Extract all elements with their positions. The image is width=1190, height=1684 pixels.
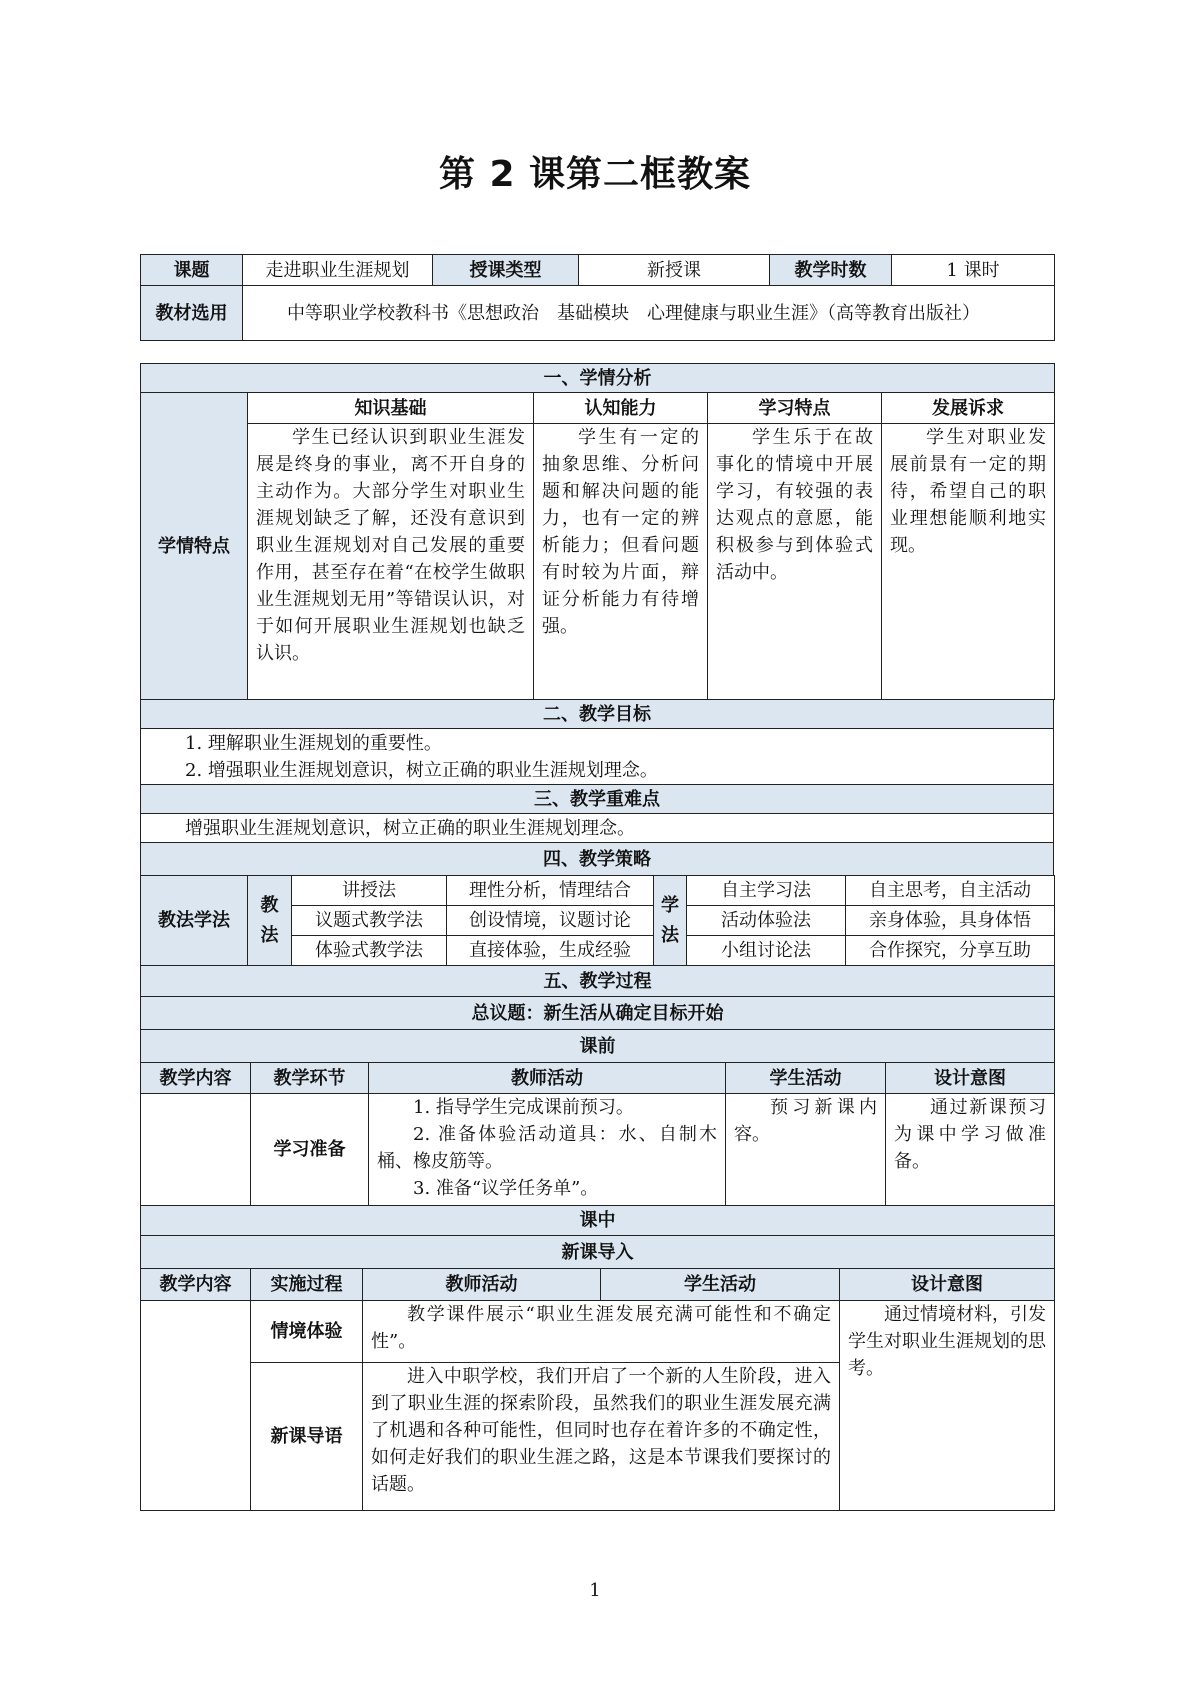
pre-class-teacher-item: 2. 准备体验活动道具：水、自制木桶、橡皮筋等。 — [377, 1124, 717, 1172]
analysis-section-title: 一、学情分析 — [141, 364, 1055, 393]
col-intent: 设计意图 — [886, 1063, 1055, 1094]
process-section-title: 五、教学过程 — [141, 966, 1055, 997]
teach-method-name: 讲授法 — [292, 876, 447, 906]
objectives-section-title: 二、教学目标 — [141, 700, 1054, 729]
in-class-stage-1: 情境体验 — [251, 1301, 363, 1363]
analysis-row-label: 学情特点 — [141, 393, 248, 700]
pre-class-student: 预习新课内容。 — [726, 1094, 886, 1206]
topic-value: 走进职业生涯规划 — [243, 255, 433, 286]
textbook-label: 教材选用 — [141, 286, 243, 341]
analysis-table — [140, 363, 1055, 700]
col-knowledge: 知识基础 — [248, 393, 534, 424]
col-development: 发展诉求 — [882, 393, 1055, 424]
col-content: 教学内容 — [141, 1269, 251, 1301]
teach-method-label: 教 法 — [248, 876, 292, 966]
page-number: 1 — [589, 1580, 601, 1601]
teach-method-name: 体验式教学法 — [292, 936, 447, 966]
teach-method-desc: 直接体验，生成经验 — [447, 936, 654, 966]
process-main-topic: 总议题：新生活从确定目标开始 — [141, 997, 1055, 1030]
teach-method-desc: 创设情境，议题讨论 — [447, 906, 654, 936]
col-content: 教学内容 — [141, 1063, 251, 1094]
learning-text: 学生乐于在故事化的情境中开展学习，有较强的表达观点的意愿，能积极参与到体验式活动中。 — [708, 424, 882, 700]
learn-method-desc: 自主思考，自主活动 — [846, 876, 1055, 906]
strategy-table — [140, 875, 1055, 966]
teach-method-name: 议题式教学法 — [292, 906, 447, 936]
in-class-table — [140, 1268, 1055, 1511]
in-class-stage-2: 新课导语 — [251, 1363, 363, 1511]
cognitive-text: 学生有一定的抽象思维、分析问题和解决问题的能力，也有一定的辨析能力；但看问题有时较为片面，辩证分析能力有待增强。 — [534, 424, 708, 700]
col-teacher: 教师活动 — [369, 1063, 726, 1094]
col-intent: 设计意图 — [840, 1269, 1055, 1301]
knowledge-text: 学生已经认识到职业生涯发展是终身的事业，离不开自身的主动作为。大部分学生对职业生涯规划缺乏了解，还没有意识到职业生涯规划对自己发展的重要作用，甚至存在着“在校学生做职业生涯规划无用”等错误认识，对于如何开展职业生涯规划也缺乏认识。 — [248, 424, 534, 700]
learn-method-name: 小组讨论法 — [687, 936, 846, 966]
learn-method-desc: 亲身体验，具身体悟 — [846, 906, 1055, 936]
development-text: 学生对职业发展前景有一定的期待，希望自己的职业理想能顺利地实现。 — [882, 424, 1055, 700]
pre-class-content-cell — [141, 1094, 251, 1206]
objective-item-1: 1. 理解职业生涯规划的重要性。 — [185, 732, 442, 754]
header-table — [140, 254, 1055, 341]
col-student: 学生活动 — [601, 1269, 840, 1301]
col-student: 学生活动 — [726, 1063, 886, 1094]
pre-class-teacher — [369, 1094, 726, 1206]
col-teacher: 教师活动 — [363, 1269, 601, 1301]
col-learning: 学习特点 — [708, 393, 882, 424]
pre-class-stage: 学习准备 — [251, 1094, 369, 1206]
hours-value: 1 课时 — [892, 255, 1055, 286]
pre-class-title: 课前 — [141, 1030, 1055, 1063]
in-class-teacher-2: 进入中职学校，我们开启了一个新的人生阶段，进入到了职业生涯的探索阶段，虽然我们的职业生涯发展充满了机遇和各种可能性，但同时也存在着许多的不确定性，如何走好我们的职业生涯之路，这是本节课我们要探讨的话题。 — [363, 1363, 840, 1511]
teach-method-desc: 理性分析，情理结合 — [447, 876, 654, 906]
learn-method-name: 活动体验法 — [687, 906, 846, 936]
objectives-list — [141, 729, 1054, 785]
type-value: 新授课 — [579, 255, 770, 286]
strategy-section-title: 四、教学策略 — [141, 843, 1054, 876]
objectives-table — [140, 699, 1054, 876]
type-label: 授课类型 — [433, 255, 579, 286]
in-class-content-cell — [141, 1301, 251, 1511]
textbook-value: 中等职业学校教科书《思想政治 基础模块 心理健康与职业生涯》（高等教育出版社） — [243, 286, 1055, 341]
col-stage: 实施过程 — [251, 1269, 363, 1301]
in-class-intent: 通过情境材料，引发学生对职业生涯规划的思考。 — [840, 1301, 1055, 1511]
in-class-subtitle: 新课导入 — [141, 1236, 1055, 1269]
pre-class-intent: 通过新课预习为课中学习做准备。 — [886, 1094, 1055, 1206]
topic-label: 课题 — [141, 255, 243, 286]
in-class-title: 课中 — [141, 1206, 1055, 1236]
objective-item-2: 2. 增强职业生涯规划意识，树立正确的职业生涯规划理念。 — [185, 759, 658, 781]
learn-method-label: 学 法 — [654, 876, 687, 966]
learn-method-name: 自主学习法 — [687, 876, 846, 906]
col-cognitive: 认知能力 — [534, 393, 708, 424]
col-stage: 教学环节 — [251, 1063, 369, 1094]
strategy-row-label: 教法学法 — [141, 876, 248, 966]
process-table — [140, 965, 1055, 1269]
hours-label: 教学时数 — [770, 255, 892, 286]
page-title: 第 2 课第二框教案 — [438, 154, 752, 195]
in-class-teacher-1: 教学课件展示“职业生涯发展充满可能性和不确定性”。 — [363, 1301, 840, 1363]
learn-method-desc: 合作探究，分享互助 — [846, 936, 1055, 966]
keypoints-text: 增强职业生涯规划意识，树立正确的职业生涯规划理念。 — [141, 814, 1054, 843]
pre-class-teacher-item: 1. 指导学生完成课前预习。 — [413, 1097, 634, 1118]
pre-class-teacher-item: 3. 准备“议学任务单”。 — [413, 1178, 599, 1199]
keypoints-section-title: 三、教学重难点 — [141, 785, 1054, 814]
